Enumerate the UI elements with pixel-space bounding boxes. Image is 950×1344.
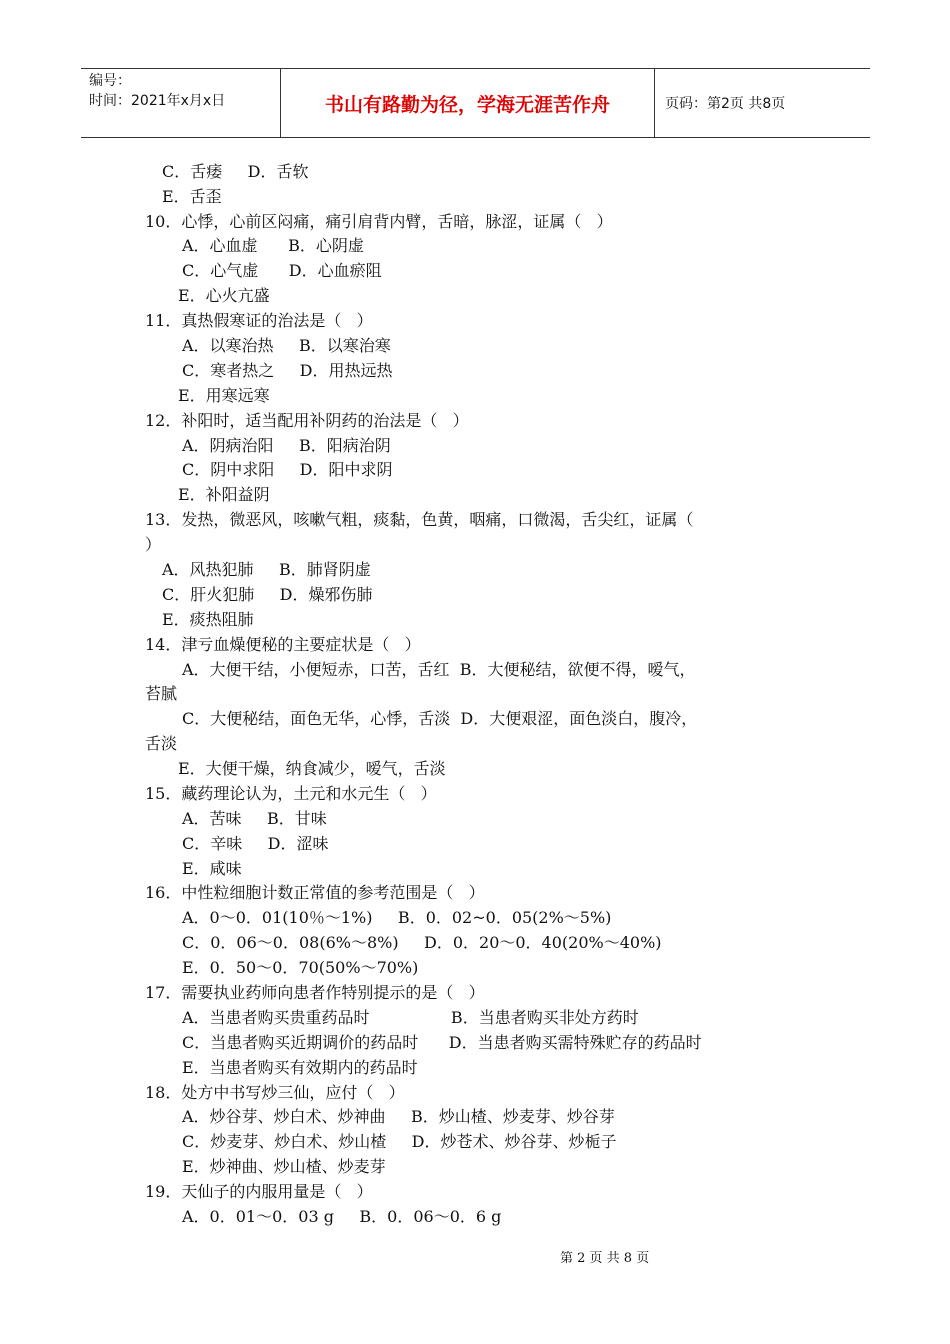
text-line: 13．发热，微恶风，咳嗽气粗，痰黏，色黄，咽痛，口微渴，舌尖红，证属（ (145, 510, 694, 529)
text-line: 苔腻 (145, 684, 178, 703)
text-line: 舌淡 (145, 734, 178, 753)
text-line: C．肝火犯肺 D．燥邪伤肺 (162, 585, 373, 604)
text-line: C．心气虚 D．心血瘀阻 (182, 261, 382, 280)
text-line: A．炒谷芽、炒白术、炒神曲 B．炒山楂、炒麦芽、炒谷芽 (182, 1107, 615, 1126)
text-line: 17．需要执业药师向患者作特别提示的是（ ） (145, 983, 485, 1002)
header-motto: 书山有路勤为径，学海无涯苦作舟 (281, 69, 655, 137)
text-line: C．炒麦芽、炒白术、炒山楂 D．炒苍术、炒谷芽、炒栀子 (182, 1132, 617, 1151)
text-line: 12．补阳时，适当配用补阴药的治法是（ ） (145, 411, 469, 430)
header-meta (81, 69, 281, 137)
text-line: E．大便干燥，纳食减少，嗳气，舌淡 (178, 759, 446, 778)
text-line: C．寒者热之 D．用热远热 (182, 361, 393, 380)
text-line: ） (145, 535, 162, 554)
text-line: A．以寒治热 B．以寒治寒 (182, 336, 391, 355)
text-line: E．心火亢盛 (178, 286, 270, 305)
text-line: E．炒神曲、炒山楂、炒麦芽 (182, 1157, 386, 1176)
text-line: A．大便干结，小便短赤，口苦，舌红 B．大便秘结，欲便不得，嗳气， (182, 660, 696, 679)
doc-id-label: 编号： (89, 73, 131, 89)
text-line: C．阴中求阳 D．阳中求阴 (182, 460, 393, 479)
text-line: C．大便秘结，面色无华，心悸，舌淡 D．大便艰涩，面色淡白，腹冷， (182, 709, 698, 728)
text-line: C．辛味 D．涩味 (182, 834, 329, 853)
page-footer: 第 2 页 共 8 页 (560, 1251, 650, 1266)
text-line: 19．天仙子的内服用量是（ ） (145, 1182, 373, 1201)
text-line: A．阴病治阳 B．阳病治阴 (182, 436, 391, 455)
text-line: E．补阳益阴 (178, 485, 270, 504)
text-line: C．0．06～0．08(6%～8%) D．0．20～0．40(20%～40%) (182, 933, 662, 952)
text-line: A．0～0．01(10％～1%) B．0．02~0．05(2%～5%) (182, 908, 612, 927)
text-line: 11．真热假寒证的治法是（ ） (145, 311, 373, 330)
text-line: 10．心悸，心前区闷痛，痛引肩背内臂，舌暗，脉涩，证属（ ） (145, 212, 613, 231)
page-header (81, 68, 870, 138)
text-line: 16．中性粒细胞计数正常值的参考范围是（ ） (145, 883, 485, 902)
text-line: A．当患者购买贵重药品时 B．当患者购买非处方药时 (182, 1008, 639, 1027)
text-line: A．苦味 B．甘味 (182, 809, 327, 828)
text-line: E．当患者购买有效期内的药品时 (182, 1058, 418, 1077)
doc-date-label: 时间：2021年x月x日 (89, 93, 226, 109)
text-line: 18．处方中书写炒三仙，应付（ ） (145, 1083, 405, 1102)
text-line: C．当患者购买近期调价的药品时 D．当患者购买需特殊贮存的药品时 (182, 1033, 702, 1052)
text-line: E．用寒远寒 (178, 386, 270, 405)
text-line: C．舌痿 D．舌软 (162, 162, 309, 181)
text-line: E．舌歪 (162, 187, 222, 206)
text-line: E．咸味 (182, 859, 242, 878)
text-line: 15．藏药理论认为，土元和水元生（ ） (145, 784, 437, 803)
text-line: 14．津亏血燥便秘的主要症状是（ ） (145, 635, 421, 654)
text-line: E．痰热阻肺 (162, 610, 254, 629)
text-line: A．风热犯肺 B．肺肾阴虚 (162, 560, 371, 579)
text-line: A．0．01～0．03 g B．0．06～0．6 g (182, 1207, 502, 1226)
text-line: A．心血虚 B．心阴虚 (182, 236, 364, 255)
text-line: E．0．50～0．70(50%～70%) (182, 958, 419, 977)
header-page-label: 页码：第2页 共8页 (665, 96, 786, 112)
